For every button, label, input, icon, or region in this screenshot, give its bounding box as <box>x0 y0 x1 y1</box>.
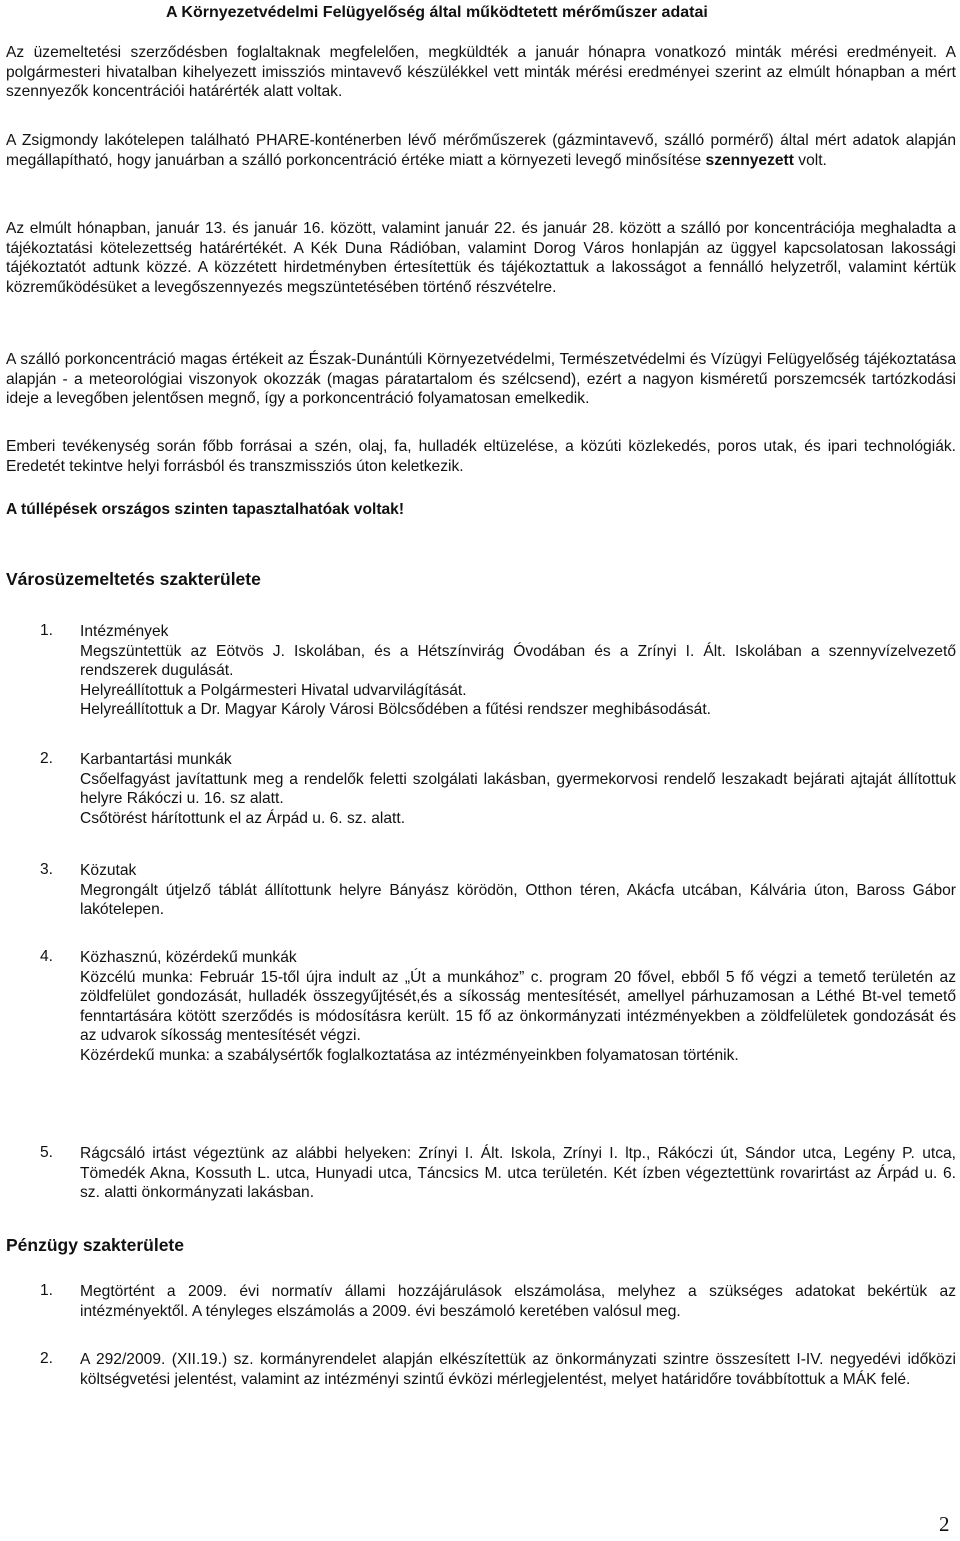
paragraph-phare-container <box>6 131 956 170</box>
item-line: Helyreállítottuk a Polgármesteri Hivatal udvarvilágítását. <box>80 681 467 699</box>
list-item <box>40 1350 956 1389</box>
page-title: A Környezetvédelmi Felügyelőség által működtetett mérőműszer adatai <box>166 4 708 21</box>
item-title: Közutak <box>80 862 137 879</box>
item-line: Csőtörést hárítottunk el az Árpád u. 6. sz. alatt. <box>80 809 406 827</box>
paragraph-text: A Zsigmondy lakótelepen található PHARE-konténerben lévő mérőműszerek (gázmintavevő, szálló pormérő) által mért adatok alapján megállapítható, hogy januárban a szálló porkoncentráció értéke miatt a környezeti levegő minősítése <box>6 132 956 169</box>
item-line: Megtörtént a 2009. évi normatív állami hozzájárulások elszámolása, melyhez a szükséges adatokat bekértük az intézményektől. A tényleges elszámolás a 2009. évi beszámoló keretében valósul meg. <box>80 1283 956 1320</box>
item-title: Karbantartási munkák <box>80 751 232 768</box>
item-title: Intézmények <box>80 623 169 640</box>
list-item <box>40 948 956 1066</box>
paragraph-sources: Emberi tevékenység során főbb forrásai a szén, olaj, fa, hulladék eltüzelése, a közúti közlekedés, poros utak, és ipari technológiák. Eredetét tekintve helyi forrásból és transzmissziós úton keletkezik. <box>6 438 956 475</box>
item-number: 5. <box>40 1144 54 1161</box>
page-number: 2 <box>939 1512 950 1536</box>
item-number: 3. <box>40 861 54 878</box>
paragraph-text: volt. <box>793 151 827 169</box>
warning-statement: A túllépések országos szinten tapasztalhatóak voltak! <box>6 501 405 518</box>
item-number: 1. <box>40 622 54 639</box>
item-number: 1. <box>40 1282 54 1299</box>
section-heading-penzugy: Pénzügy szakterülete <box>6 1235 184 1255</box>
item-line: Csőelfagyást javítattunk meg a rendelők feletti szolgálati lakásban, gyermekorvosi rendelő leszakadt bejárati ajtaját állítottuk helyre Rákóczi u. 16. sz alatt. <box>80 770 956 808</box>
item-number: 2. <box>40 750 54 767</box>
paragraph-causes: A szálló porkoncentráció magas értékeit az Észak-Dunántúli Környezetvédelmi, Természetvédelmi és Vízügyi Felügyelőség tájékoztatása alapján - a meteorológiai viszonyok okozzák (magas páratartalom és szélcsend), ezért a nagyon kisméretű porszemcsék tartózkodási ideje a levegőben jelentősen megnő, így a porkoncentráció folyamatosan emelkedik. <box>6 351 956 408</box>
item-title: Közhasznú, közérdekű munkák <box>80 949 297 966</box>
item-number: 2. <box>40 1350 54 1367</box>
item-line: Helyreállítottuk a Dr. Magyar Károly Városi Bölcsődében a fűtési rendszer meghibásodását. <box>80 701 711 719</box>
section-heading-varosuzemeltetes: Városüzemeltetés szakterülete <box>6 569 261 589</box>
item-line: Rágcsáló irtást végeztünk az alábbi helyeken: Zrínyi I. Ált. Iskola, Zrínyi I. ltp., Rákóczi út, Sándor utca, Legény P. utca, Tömedék Akna, Kossuth L. utca, Hunyadi utca, Táncsics M. utca területén. Két ízben végeztettünk rovarirtást az Árpád u. 6. sz. alatti önkormányzati lakásban. <box>80 1145 956 1202</box>
list-item <box>40 861 956 920</box>
paragraph-exceedance: Az elmúlt hónapban, január 13. és január 16. között, valamint január 22. és január 28. között a szálló por koncentrációja meghaladta a tájékoztatási kötelezettség határértékét. A Kék Duna Rádióban, valamint Dorog Város honlapján az üggyel kapcsolatosan lakossági tájékoztatót adtunk közzé. A közzétett hirdetményben értesítettük és tájékoztattuk a lakosságot a fennálló helyzetről, valamint kértük közreműködésüket a levegőszennyezés megszüntetésében történő részvételre. <box>6 220 956 296</box>
list-item <box>40 750 956 828</box>
item-line: A 292/2009. (XII.19.) sz. kormányrendelet alapján elkészítettük az önkormányzati szintre összesített I-IV. negyedévi időközi költségvetési jelentést, valamint az intézményi szintű évközi mérlegjelentést, melyet határidőre továbbítottuk a MÁK felé. <box>80 1351 956 1388</box>
bold-polluted: szennyezett <box>705 151 794 169</box>
list-item <box>40 1282 956 1321</box>
paragraph-measurement-results: Az üzemeltetési szerződésben foglaltaknak megfelelően, megküldték a január hónapra vonatkozó minták mérési eredményeit. A polgármesteri hivatalban kihelyezett imissziós mintavevő készülékkel vett minták mérési eredményei szerint az elmúlt hónapban a mért szennyezők koncentrációi határérték alatt voltak. <box>6 44 956 101</box>
item-number: 4. <box>40 948 54 965</box>
item-line: Megszüntettük az Eötvös J. Iskolában, és a Hétszínvirág Óvodában és a Zrínyi I. Ált. Iskolában a szennyvízelvezető rendszerek dugulását. <box>80 642 956 680</box>
list-item <box>40 1144 956 1203</box>
list-item <box>40 622 956 720</box>
item-line: Közcélú munka: Február 15-től újra indult az „Út a munkához” c. program 20 fővel, ebből 5 fő végzi a temető területén az zöldfelület gondozását, hulladék összegyűjtését,és a síkosság mentesítését, amellyel párhuzamosan a Léthé Bt-vel temető fenntartására kötött szerződés is módosításra került. 15 fő az önkormányzati intézményekben a zöldfelületek gondozását és az udvarok síkosság mentesítését végzi. <box>80 968 956 1045</box>
item-line: Megrongált útjelző táblát állítottunk helyre Bányász körödön, Otthon téren, Akácfa utcában, Kálvária úton, Baross Gábor lakótelepen. <box>80 881 956 919</box>
item-line: Közérdekű munka: a szabálysértők foglalkoztatása az intézményeinkben folyamatosan történik. <box>80 1046 739 1064</box>
